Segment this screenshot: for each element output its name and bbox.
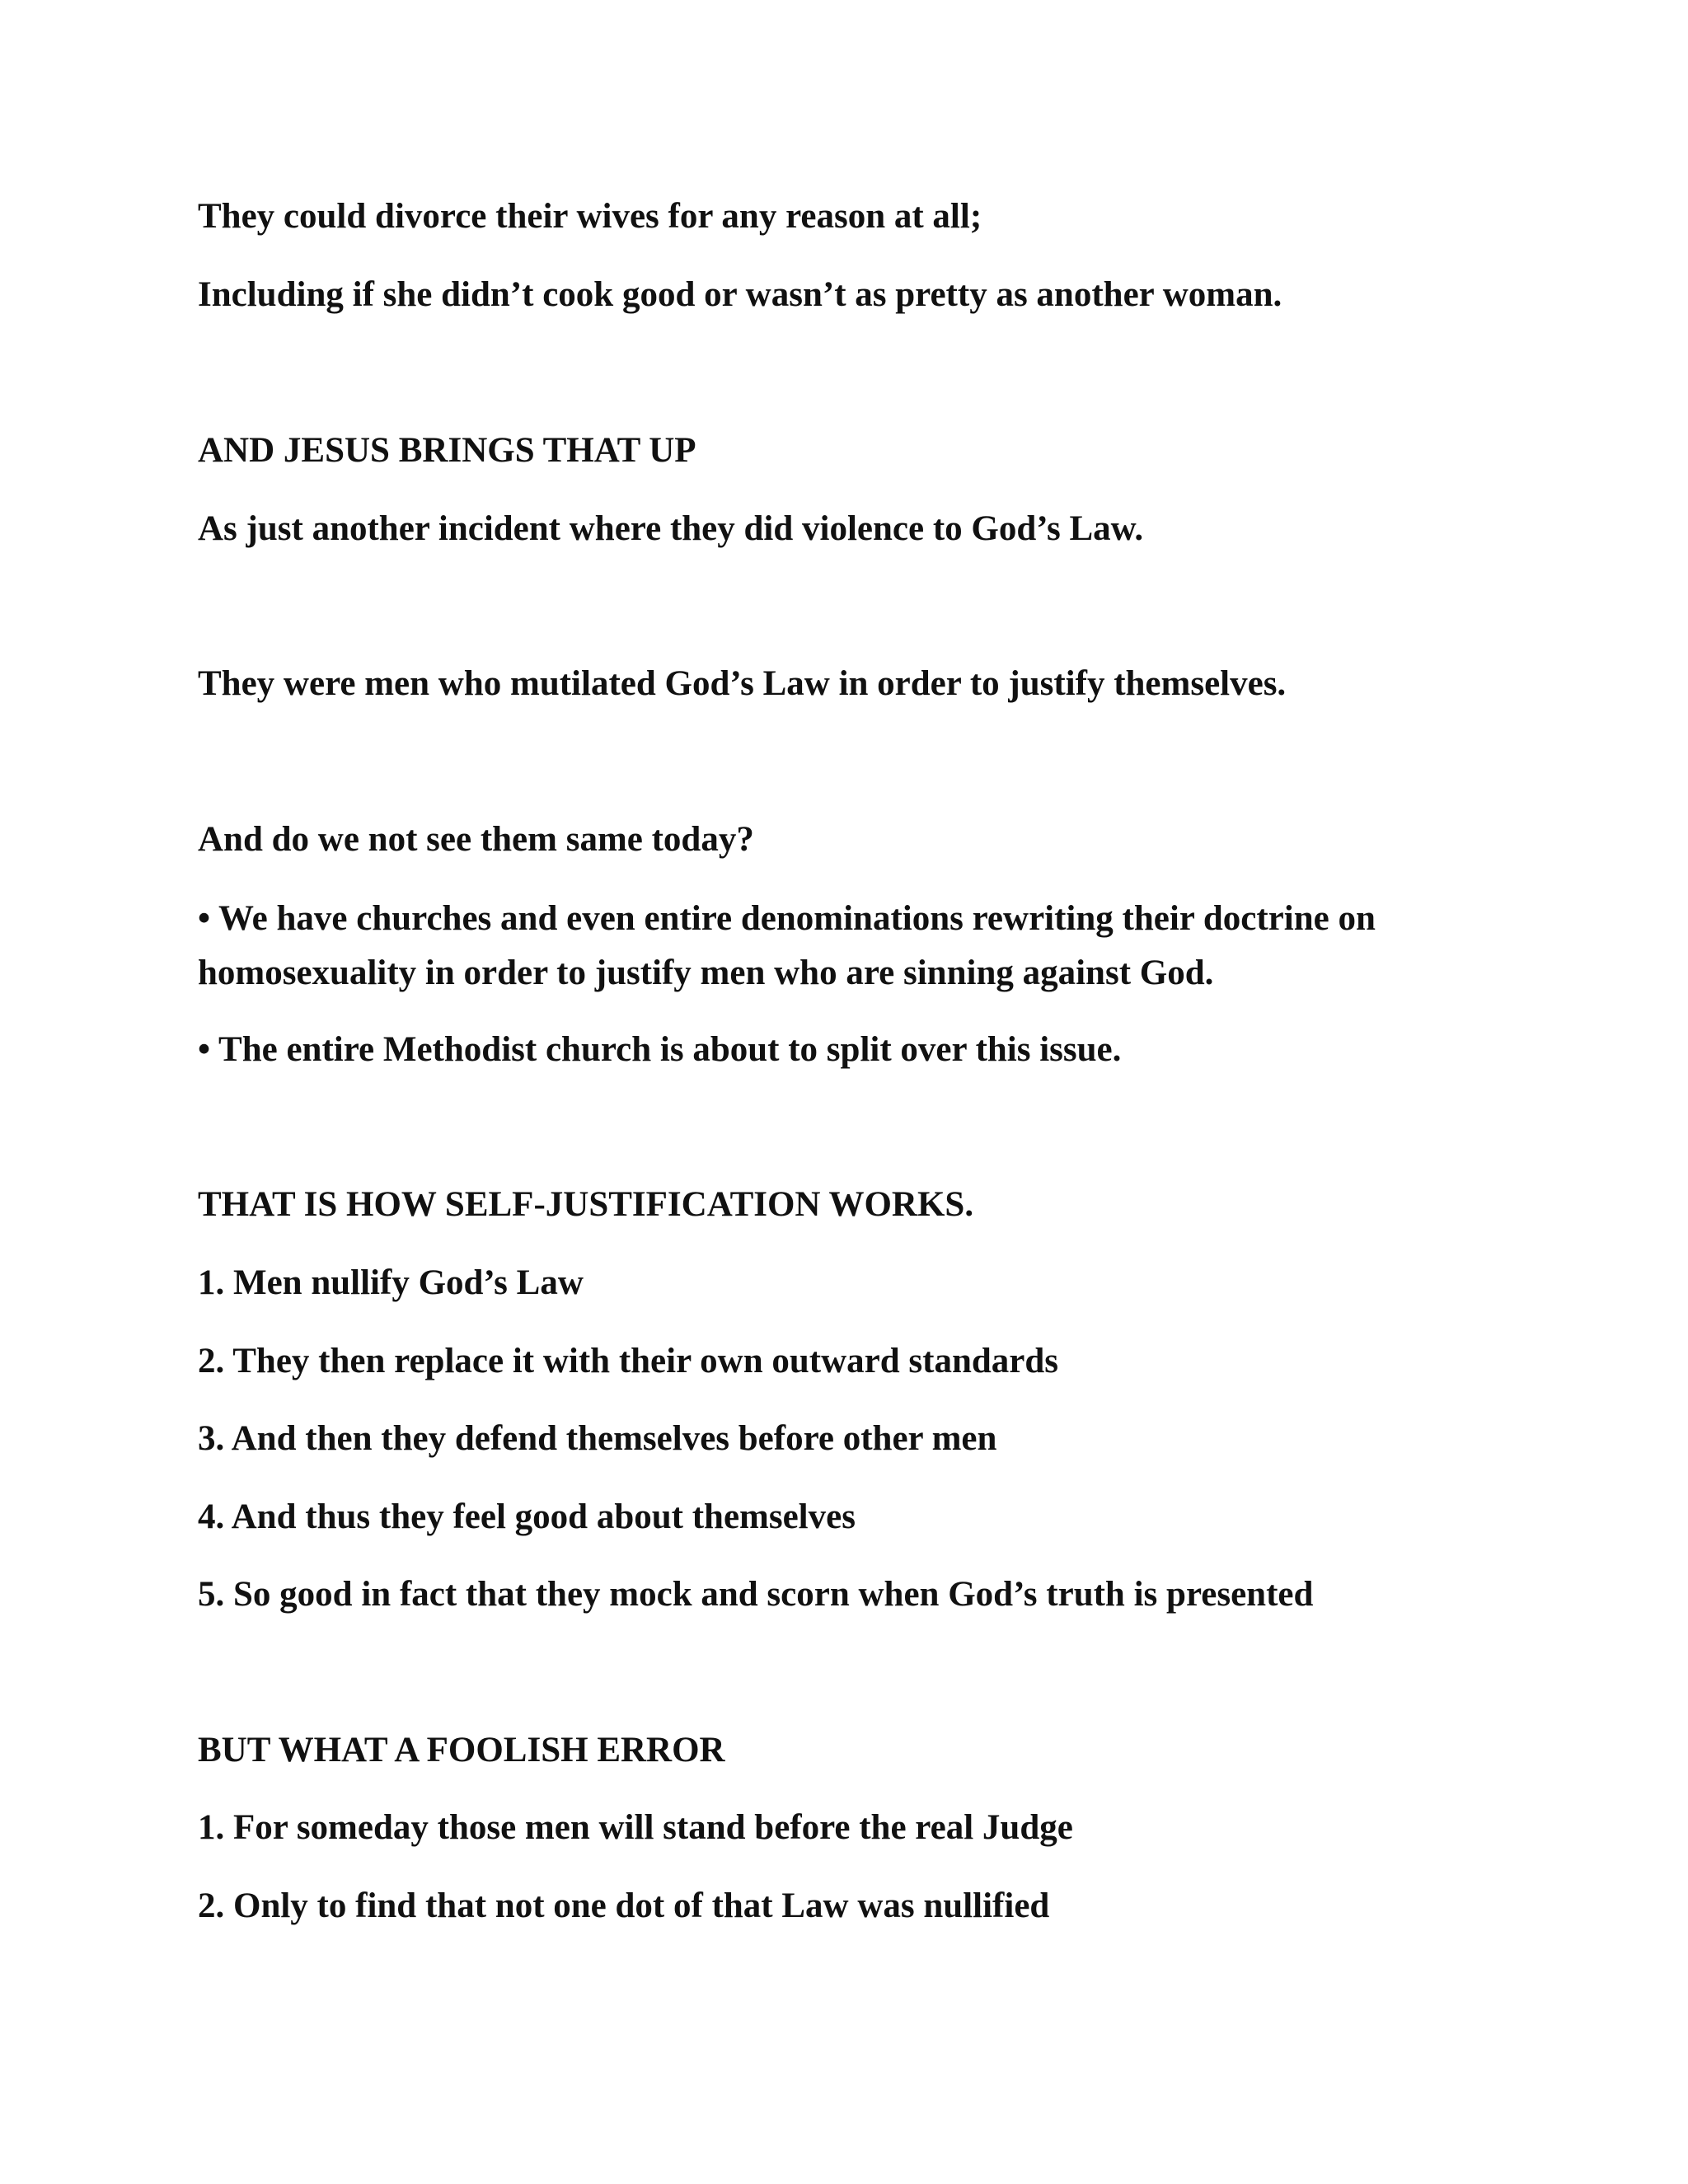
bullet-item-methodist: • The entire Methodist church is about to split over this issue. xyxy=(198,1030,1122,1069)
list-item-1: 1. Men nullify God’s Law xyxy=(198,1263,584,1302)
heading-self-justification: THAT IS HOW SELF-JUSTIFICATION WORKS. xyxy=(198,1185,974,1224)
heading-foolish-error: BUT WHAT A FOOLISH ERROR xyxy=(198,1731,725,1769)
list-item-nullified: 2. Only to find that not one dot of that Law was nullified xyxy=(198,1886,1050,1925)
heading-jesus-brings-that-up: AND JESUS BRINGS THAT UP xyxy=(198,431,696,470)
list-item-2: 2. They then replace it with their own outward standards xyxy=(198,1342,1059,1380)
paragraph-same-today: And do we not see them same today? xyxy=(198,820,754,859)
list-item-judge: 1. For someday those men will stand before the real Judge xyxy=(198,1808,1073,1847)
bullet-item-denominations: • We have churches and even entire denominations rewriting their doctrine on homosexuality in order to justify men who are sinning against God. xyxy=(198,899,1376,992)
paragraph-including-cook: Including if she didn’t cook good or wasn’t as pretty as another woman. xyxy=(198,275,1282,314)
list-item-4: 4. And thus they feel good about themselves xyxy=(198,1497,856,1536)
paragraph-divorce-reason: They could divorce their wives for any reason at all; xyxy=(198,197,982,236)
list-item-3: 3. And then they defend themselves before other men xyxy=(198,1419,997,1458)
paragraph-mutilated-law: They were men who mutilated God’s Law in order to justify themselves. xyxy=(198,664,1287,703)
list-item-5: 5. So good in fact that they mock and scorn when God’s truth is presented xyxy=(198,1575,1314,1614)
paragraph-violence-to-law: As just another incident where they did violence to God’s Law. xyxy=(198,509,1144,548)
